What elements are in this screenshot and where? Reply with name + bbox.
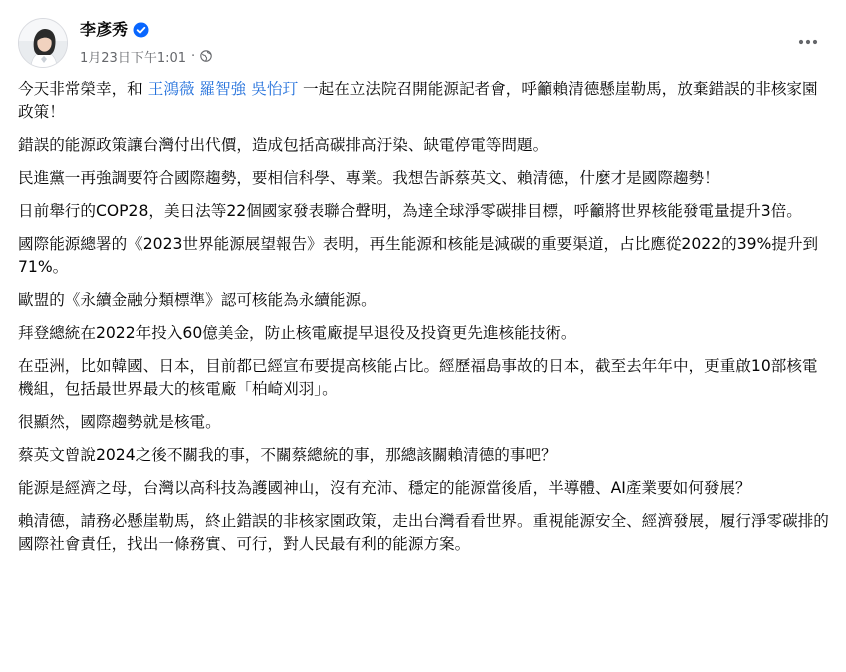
post-paragraph bbox=[18, 477, 830, 500]
post-paragraph bbox=[18, 233, 830, 279]
paragraph-text: 蔡英文曾說2024之後不關我的事，不關蔡總統的事，那總該關賴清德的事吧？ bbox=[18, 446, 557, 464]
post-paragraph bbox=[18, 78, 830, 124]
paragraph-text: 歐盟的《永續金融分類標準》認可核能為永續能源。 bbox=[18, 291, 377, 309]
paragraph-text: 在亞洲，比如韓國、日本，目前都已經宣布要提高核能占比。經歷福島事故的日本，截至去年年中，更重啟10部核電機組，包括最世界最大的核電廠「柏崎刈羽」。 bbox=[18, 357, 818, 398]
post-paragraph bbox=[18, 322, 830, 345]
paragraph-text: 國際能源總署的《2023世界能源展望報告》表明，再生能源和核能是減碳的重要渠道，占比應從2022的39%提升到71%。 bbox=[18, 235, 819, 276]
meta-separator: · bbox=[191, 48, 196, 64]
paragraph-text: 民進黨一再強調要符合國際趨勢，要相信科學、專業。我想告訴蔡英文、賴清德，什麼才是國際趨勢！ bbox=[18, 169, 720, 187]
tagged-person-link[interactable]: 王鴻薇 bbox=[147, 80, 195, 98]
post-paragraph bbox=[18, 444, 830, 467]
paragraph-text: 今天非常榮幸，和 bbox=[18, 80, 148, 98]
globe-icon[interactable] bbox=[200, 50, 212, 62]
more-options-button[interactable] bbox=[794, 28, 822, 56]
paragraph-text: 拜登總統在2022年投入60億美金，防止核電廠提早退役及投資更先進核能技術。 bbox=[18, 324, 577, 342]
paragraph-text: 賴清德，請務必懸崖勒馬，終止錯誤的非核家園政策，走出台灣看看世界。重視能源安全、經濟發展，履行淨零碳排的國際社會責任，找出一條務實、可行，對人民最有利的能源方案。 bbox=[18, 512, 829, 553]
post-paragraph bbox=[18, 289, 830, 312]
post-meta bbox=[80, 47, 212, 65]
tagged-person-link[interactable]: 吳怡玎 bbox=[251, 80, 299, 98]
author-avatar[interactable] bbox=[18, 18, 68, 68]
paragraph-text: 日前舉行的COP28，美日法等22個國家發表聯合聲明，為達全球淨零碳排目標，呼籲將世界核能發電量提升3倍。 bbox=[18, 202, 802, 220]
more-options-icon bbox=[798, 39, 818, 45]
post-timestamp[interactable]: 1月23日下午1:01 bbox=[80, 50, 187, 66]
post-paragraph bbox=[18, 510, 830, 556]
post-paragraph bbox=[18, 411, 830, 434]
paragraph-text: 很顯然，國際趨勢就是核電。 bbox=[18, 413, 221, 431]
post-paragraph bbox=[18, 200, 830, 223]
tagged-person-link[interactable]: 羅智強 bbox=[199, 80, 247, 98]
verified-badge-icon bbox=[133, 22, 149, 38]
profile-photo-icon bbox=[19, 19, 68, 68]
author-name[interactable]: 李彥秀 bbox=[80, 20, 129, 39]
post-body bbox=[18, 78, 830, 566]
post-paragraph bbox=[18, 167, 830, 190]
post-paragraph bbox=[18, 134, 830, 157]
paragraph-text: 錯誤的能源政策讓台灣付出代價，造成包括高碳排高汙染、缺電停電等問題。 bbox=[18, 136, 549, 154]
paragraph-text: 能源是經濟之母，台灣以高科技為護國神山，沒有充沛、穩定的能源當後盾，半導體、AI產業要如何發展？ bbox=[18, 479, 751, 497]
paragraph-text: 一起在立法院召開能源記者會，呼籲賴清德懸崖勒馬，放棄錯誤的非核家園政策！ bbox=[18, 80, 818, 121]
post-paragraph bbox=[18, 355, 830, 401]
